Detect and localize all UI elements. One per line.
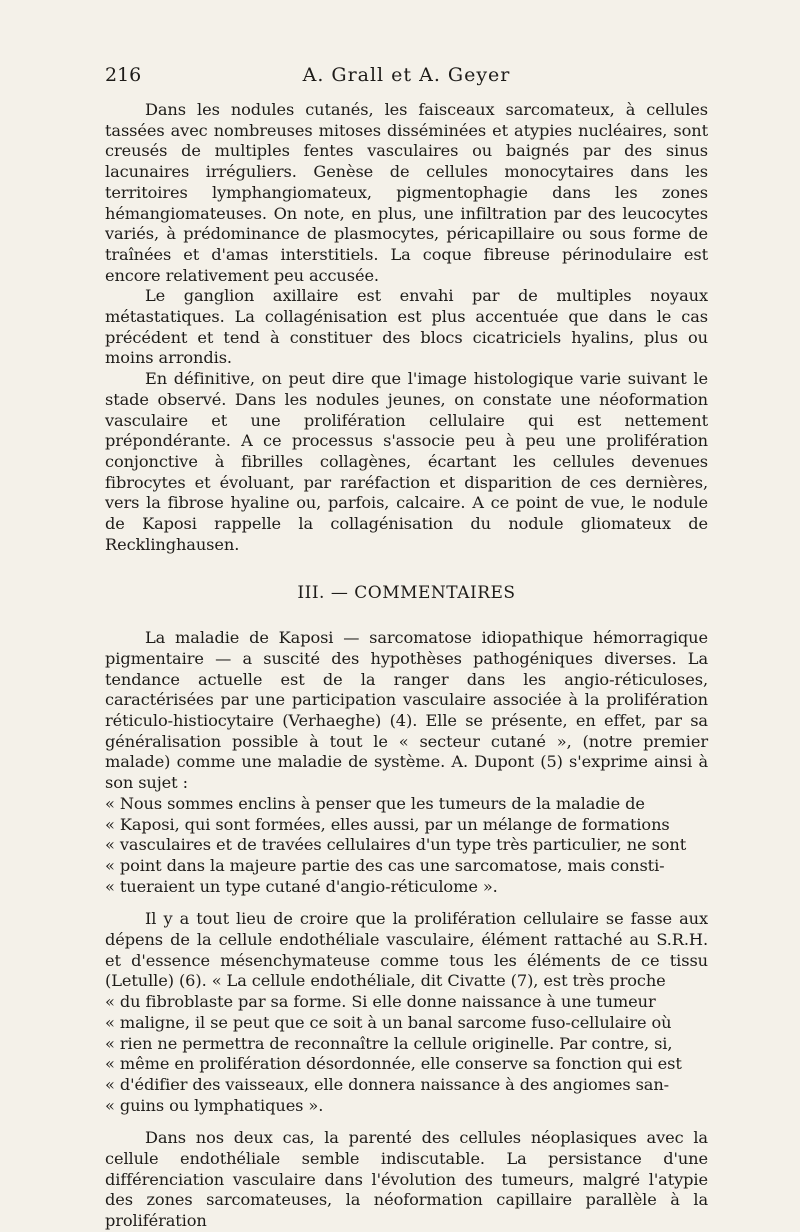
quote-line: « Nous sommes enclins à penser que les tumeurs de la maladie de xyxy=(105,793,645,813)
paragraph: En définitive, on peut dire que l'image histologique varie suivant le stade observé. Dans les nodules jeunes, on constate une néoformation vasculaire et une prolifération cellulaire qui est nettement prépondérante. A ce processus s'associe peu à peu une prolifération conjonctive à fibrilles collagènes, écartant les cellules devenues fibrocytes et évoluant, par raréfaction et disparition de ces dernières, vers la fibrose hyaline ou, parfois, calcaire. A ce point de vue, le nodule de Kaposi rappelle la collagénisation du nodule gliomateux de Recklinghausen. xyxy=(105,369,708,554)
quote-line: « même en prolifération désordonnée, elle conserve sa fonction qui est xyxy=(105,1054,682,1074)
page-header xyxy=(105,64,708,90)
body-text xyxy=(105,100,708,1232)
section-heading: III. — COMMENTAIRES xyxy=(297,583,516,604)
running-title: A. Grall et A. Geyer xyxy=(302,64,511,86)
quote-line: « du fibroblaste par sa forme. Si elle donne naissance à une tumeur xyxy=(105,992,656,1012)
paragraph: La maladie de Kaposi — sarcomatose idiopathique hémorragique pigmentaire — a suscité des hypothèses pathogéniques diverses. La tendance actuelle est de la ranger dans les angio-réticuloses, caractérisées par une participation vasculaire associée à la prolifération réticulo-histiocytaire (Verhaeghe) (4). Elle se présente, en effet, par sa généralisation possible à tout le « secteur cutané », (notre premier malade) comme une maladie de système. A. Dupont (5) s'exprime ainsi à son sujet : xyxy=(105,628,708,793)
paragraph: Le ganglion axillaire est envahi par de multiples noyaux métastatiques. La collagénisation est plus accentuée que dans le cas précédent et tend à constituer des blocs cicatriciels hyalins, plus ou moins arrondis. xyxy=(105,286,708,368)
paragraph: Dans les nodules cutanés, les faisceaux sarcomateux, à cellules tassées avec nombreuses mitoses disséminées et atypies nucléaires, sont creusés de multiples fentes vasculaires ou baignés par des sinus lacunaires irréguliers. Genèse de cellules monocytaires dans les territoires lymphangiomateux, pigmentophagie dans les zones hémangiomateuses. On note, en plus, une infiltration par des leucocytes variés, à prédominance de plasmocytes, péricapillaire ou sous forme de traînées et d'amas interstitiels. La coque fibreuse périnodulaire est encore relativement peu accusée. xyxy=(105,100,708,285)
page-number: 216 xyxy=(105,64,142,86)
quote-line: « maligne, il se peut que ce soit à un banal sarcome fuso-cellulaire où xyxy=(105,1012,672,1032)
quote-line: « point dans la majeure partie des cas une sarcomatose, mais consti- xyxy=(105,855,665,875)
quote-block xyxy=(105,992,708,1116)
paragraph: Il y a tout lieu de croire que la prolifération cellulaire se fasse aux dépens de la cellule endothéliale vasculaire, élément rattaché au S.R.H. et d'essence mésenchymateuse comme tous les éléments de ce tissu (Letulle) (6). « La cellule endothéliale, dit Civatte (7), est très proche xyxy=(105,909,708,991)
quote-line: « guins ou lymphatiques ». xyxy=(105,1095,324,1115)
quote-block xyxy=(105,794,708,898)
paragraph: Dans nos deux cas, la parenté des cellules néoplasiques avec la cellule endothéliale semble indiscutable. La persistance d'une différenciation vasculaire dans l'évolution des tumeurs, malgré l'atypie des zones sarcomateuses, la néoformation capillaire parallèle à la prolifération xyxy=(105,1128,708,1231)
quote-line: « tueraient un type cutané d'angio-réticulome ». xyxy=(105,876,498,896)
quote-line: « vasculaires et de travées cellulaires d'un type très particulier, ne sont xyxy=(105,835,687,855)
quote-line: « rien ne permettra de reconnaître la cellule originelle. Par contre, si, xyxy=(105,1033,673,1053)
quote-line: « Kaposi, qui sont formées, elles aussi, par un mélange de formations xyxy=(105,814,670,834)
quote-line: « d'édifier des vaisseaux, elle donnera naissance à des angiomes san- xyxy=(105,1074,670,1094)
